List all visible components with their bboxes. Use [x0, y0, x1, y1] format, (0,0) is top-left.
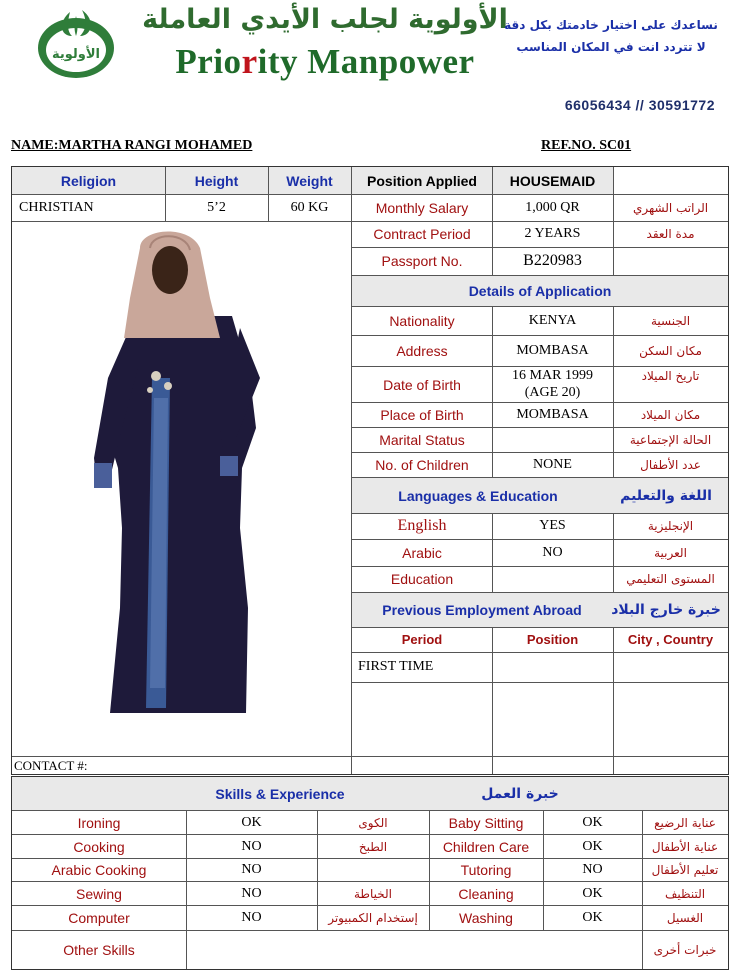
children-label: No. of Children — [375, 457, 469, 473]
contract-period-value: 2 YEARS — [524, 226, 581, 241]
skill-washing-label-ar: الغسيل — [666, 911, 704, 925]
children-value: NONE — [533, 457, 572, 472]
grid-line — [352, 682, 728, 683]
grid-line — [12, 905, 728, 906]
weight-value: 60 KG — [290, 200, 329, 215]
education-value — [492, 566, 613, 592]
skills-section-title-ar: خبرة العمل — [481, 785, 559, 802]
grid-line — [268, 167, 269, 221]
monthly-salary-label: Monthly Salary — [375, 200, 469, 216]
marital-status-label-ar: الحالة الإجتماعية — [629, 433, 712, 447]
other-skills-label-ar: خبرات أخرى — [653, 943, 717, 957]
skill-computer-value: NO — [241, 910, 262, 925]
details-section-title: Details of Application — [468, 282, 612, 299]
reference-number: REF.NO. SC01 — [541, 138, 632, 153]
candidate-name: NAME:MARTHA RANGI MOHAMED — [11, 138, 253, 153]
education-label-ar: المستوى التعليمي — [626, 572, 715, 586]
grid-line — [352, 452, 728, 453]
passport-value: B220983 — [523, 252, 582, 269]
skill-cooking-label-ar: الطبخ — [358, 839, 388, 854]
passport-label-ar — [613, 247, 728, 275]
employment-section-title-ar: خبرة خارج البلاد — [611, 601, 721, 618]
grid-line — [186, 810, 187, 969]
grid-line — [352, 652, 728, 653]
monthly-salary-label-ar: الراتب الشهري — [632, 201, 709, 215]
grid-line — [613, 513, 614, 592]
marital-status-value — [492, 428, 613, 452]
skill-arabic-cooking-value: NO — [241, 862, 262, 877]
slogan-line-1: نساعدك على اختيار خادمتك بكل دقة — [504, 18, 718, 32]
address-label: Address — [396, 342, 448, 359]
header-weight: Weight — [286, 172, 333, 189]
grid-line — [12, 930, 728, 931]
skill-tutoring-label: Tutoring — [460, 862, 512, 878]
employment-row-period: FIRST TIME — [358, 659, 434, 674]
skill-cleaning-label: Cleaning — [458, 885, 514, 902]
skill-sewing-label: Sewing — [76, 885, 122, 902]
nationality-value: KENYA — [528, 313, 577, 328]
grid-line — [352, 427, 728, 428]
skill-washing-value: OK — [582, 910, 603, 925]
marital-status-label: Marital Status — [379, 432, 465, 448]
svg-text:الأولوية: الأولوية — [51, 47, 101, 62]
religion-value: CHRISTIAN — [19, 200, 94, 215]
header-religion: Religion — [60, 172, 117, 189]
skill-cleaning-value: OK — [582, 885, 603, 901]
skills-section-title: Skills & Experience — [215, 785, 345, 802]
skill-tutoring-label-ar: تعليم الأطفال — [651, 863, 719, 877]
arabic-label-ar: العربية — [654, 546, 687, 560]
grid-line — [352, 539, 728, 540]
skill-sewing-label-ar: الخياطة — [354, 886, 392, 901]
english-value: YES — [539, 518, 566, 533]
skill-children-care-label: Children Care — [442, 838, 530, 855]
grid-line — [352, 221, 728, 222]
header-height: Height — [194, 172, 239, 189]
grid-line — [492, 306, 493, 477]
position-value: HOUSEMAID — [509, 172, 596, 189]
contact-label: CONTACT #: — [14, 757, 88, 773]
dob-date: 16 MAR 1999 — [512, 368, 593, 383]
grid-line — [12, 221, 352, 222]
arabic-value: NO — [542, 545, 563, 560]
education-label: Education — [390, 571, 454, 587]
brand-english: Priority Manpower — [175, 42, 475, 81]
height-value: 5’2 — [207, 200, 226, 215]
grid-line — [352, 275, 728, 276]
dob-age: (AGE 20) — [524, 385, 581, 400]
english-label: English — [397, 517, 447, 534]
brand-arabic: الأولوية لجلب الأيدي العاملة — [142, 4, 508, 35]
grid-line — [352, 402, 728, 403]
skill-children-care-label-ar: عناية الأطفال — [651, 839, 719, 854]
phone-numbers: 66056434 // 30591772 — [564, 97, 715, 113]
grid-line — [429, 810, 430, 930]
grid-line — [12, 756, 728, 757]
grid-line — [492, 627, 493, 774]
skill-ironing-value: OK — [241, 814, 262, 830]
grid-line — [492, 167, 493, 275]
grid-line — [352, 477, 728, 478]
grid-line — [352, 366, 728, 367]
skill-arabic-cooking-label-ar — [317, 859, 429, 881]
grid-line — [352, 306, 728, 307]
grid-line — [613, 167, 614, 275]
skill-tutoring-value: NO — [582, 862, 603, 877]
grid-line — [351, 167, 352, 774]
skill-baby-sitting-label: Baby Sitting — [448, 814, 524, 831]
place-of-birth-label-ar: مكان الميلاد — [640, 408, 701, 422]
skill-ironing-label-ar: الكوى — [358, 815, 388, 830]
date-of-birth-label-ar: تاريخ الميلاد — [641, 369, 700, 383]
grid-line — [352, 513, 728, 514]
company-logo — [30, 6, 122, 82]
employment-row-position — [492, 653, 613, 681]
address-label-ar: مكان السكن — [639, 343, 702, 358]
arabic-label: Arabic — [402, 545, 442, 561]
date-of-birth-label: Date of Birth — [383, 377, 461, 393]
skill-baby-sitting-value: OK — [582, 814, 603, 830]
children-label-ar: عدد الأطفال — [640, 458, 701, 472]
employment-city-country-header: City , Country — [627, 632, 714, 647]
address-value: MOMBASA — [516, 342, 589, 358]
candidate-photo — [60, 228, 310, 728]
skill-cleaning-label-ar: التنظيف — [664, 886, 706, 901]
skill-baby-sitting-label-ar: عناية الرضيع — [654, 815, 716, 830]
grid-line — [12, 194, 728, 195]
skill-children-care-value: OK — [582, 838, 603, 854]
grid-line — [12, 858, 728, 859]
nationality-label: Nationality — [389, 313, 455, 329]
skill-washing-label: Washing — [459, 910, 513, 926]
skill-arabic-cooking-label: Arabic Cooking — [51, 862, 147, 878]
grid-line — [12, 834, 728, 835]
monthly-salary-value: 1,000 QR — [525, 200, 580, 215]
place-of-birth-value: MOMBASA — [516, 407, 589, 422]
passport-label: Passport No. — [381, 253, 463, 269]
other-skills-label: Other Skills — [63, 942, 135, 958]
skill-cooking-label: Cooking — [73, 838, 125, 855]
grid-line — [317, 810, 318, 930]
contract-period-label-ar: مدة العقد — [646, 227, 695, 241]
skill-sewing-value: NO — [241, 885, 262, 901]
grid-line — [165, 167, 166, 221]
grid-line — [642, 810, 643, 969]
grid-line — [613, 306, 614, 477]
header-position-applied: Position Applied — [367, 172, 477, 189]
grid-line — [352, 627, 728, 628]
grid-line — [352, 566, 728, 567]
grid-line — [352, 247, 728, 248]
languages-section-title: Languages & Education — [398, 487, 558, 504]
skill-cooking-value: NO — [241, 838, 262, 854]
skill-ironing-label: Ironing — [77, 814, 121, 831]
slogan-line-2: لا تتردد انت في المكان المناسب — [516, 40, 706, 54]
grid-line — [492, 513, 493, 592]
skill-computer-label: Computer — [68, 910, 130, 926]
grid-line — [12, 810, 728, 811]
grid-line — [12, 881, 728, 882]
languages-section-title-ar: اللغة والتعليم — [620, 487, 712, 504]
date-of-birth-value — [492, 366, 613, 402]
grid-line — [352, 335, 728, 336]
grid-line — [613, 627, 614, 774]
place-of-birth-label: Place of Birth — [380, 407, 464, 423]
employment-position-header: Position — [526, 632, 579, 647]
contract-period-label: Contract Period — [373, 226, 471, 242]
nationality-label-ar: الجنسية — [650, 314, 691, 328]
english-label-ar: الإنجليزية — [647, 519, 694, 533]
employment-section-title: Previous Employment Abroad — [382, 601, 582, 618]
grid-line — [543, 810, 544, 930]
employment-row-place — [613, 653, 728, 681]
grid-line — [352, 592, 728, 593]
employment-period-header: Period — [401, 632, 443, 647]
skill-computer-label-ar: إستخدام الكمبيوتر — [328, 911, 418, 925]
